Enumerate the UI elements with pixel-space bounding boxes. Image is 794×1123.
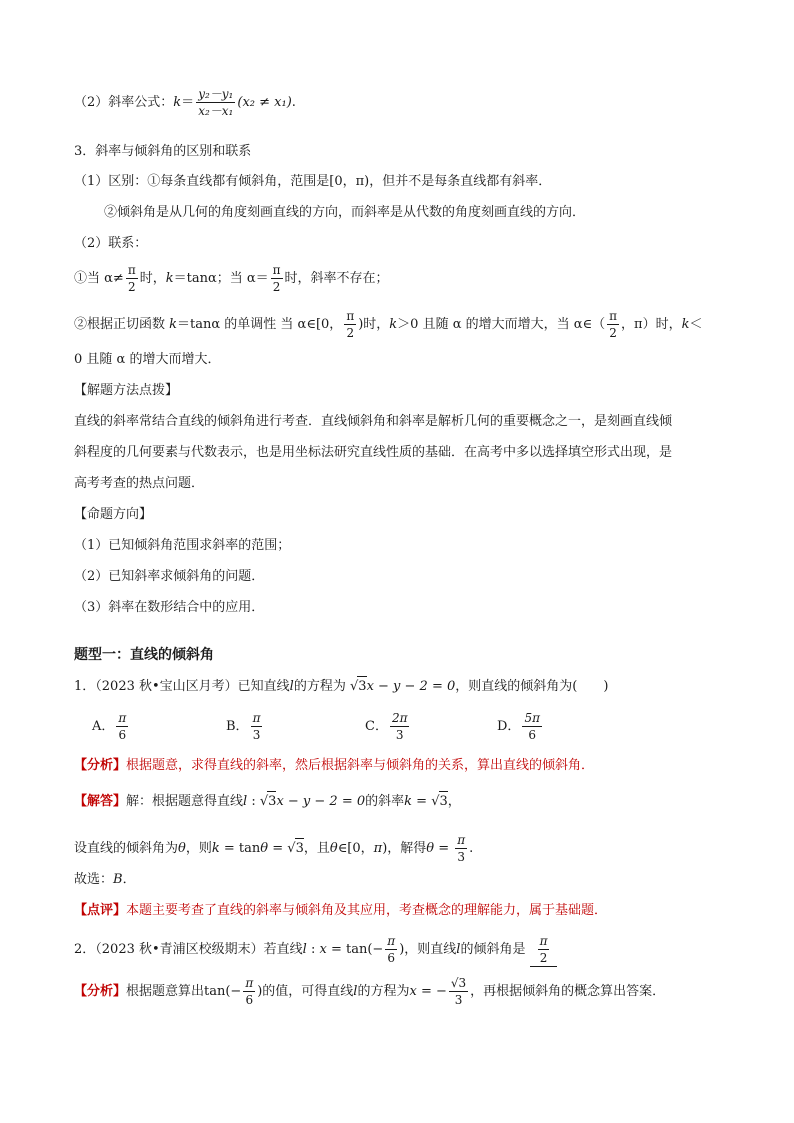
- pi-over-2-fraction: $\frac{\pi}{2}$: [272, 263, 281, 294]
- option-d[interactable]: D． $\frac{5\pi}{6}$: [497, 711, 540, 742]
- option-c[interactable]: C． $\frac{2\pi}{3}$: [365, 711, 408, 742]
- direction-item: （3）斜率在数形结合中的应用．: [74, 600, 265, 615]
- difference-line-1: （1）区别：①每条直线都有倾斜角，范围是[0，π)，但并不是每条直线都有斜率．: [74, 174, 552, 189]
- pi-over-2-fraction: $\frac{\pi}{2}$: [346, 309, 355, 340]
- q1-analysis: 【分析】根据题意，求得直线的斜率，然后根据斜率与倾斜角的关系，算出直线的倾斜角．: [74, 758, 595, 773]
- answer-blank[interactable]: $\frac{\pi}{2}$: [530, 933, 558, 967]
- option-b[interactable]: B． $\frac{\pi}{3}$: [226, 711, 261, 742]
- direction-title: 【命题方向】: [74, 507, 153, 522]
- slope-formula-label: （2）斜率公式：: [74, 95, 174, 110]
- link-line-1: ①当 α≠ $\frac{\pi}{2}$ 时，k＝tanα；当 α＝ $\frac{\pi}{2}$ 时，斜率不存在；: [74, 263, 389, 294]
- question-2-stem: 2．（2023 秋•青浦区校级期末）若直线l : x = tan(− $\frac{\pi}{6}$ )，则直线l的倾斜角是 $\frac{\pi}{2}$: [74, 933, 557, 967]
- question-1-stem: 1．（2023 秋•宝山区月考）已知直线l的方程为 √3x − y − 2 = 0，则直线的倾斜角为( ): [74, 676, 608, 697]
- option-a[interactable]: A． $\frac{\pi}{6}$: [92, 711, 127, 742]
- link-line-2: ②根据正切函数 k＝tanα 的单调性 当 α∈[0， $\frac{\pi}{2}$ )时，k＞0 且随 α 的增大而增大，当 α∈（ $\frac{\pi}{2}$ ，π）时，k＜: [74, 309, 703, 340]
- pi-over-2-fraction: $\frac{\pi}{2}$: [609, 309, 618, 340]
- direction-item: （1）已知倾斜角范围求斜率的范围；: [74, 538, 291, 553]
- method-paragraph-line: 直线的斜率常结合直线的倾斜角进行考查．直线倾斜角和斜率是解析几何的重要概念之一，是刻画直线倾: [74, 414, 673, 429]
- section3-title: 3．斜率与倾斜角的区别和联系: [74, 144, 252, 159]
- method-paragraph-line: 高考考查的热点问题．: [74, 476, 205, 491]
- type1-title: 题型一：直线的倾斜角: [74, 647, 214, 663]
- q1-comment: 【点评】本题主要考查了直线的斜率与倾斜角及其应用，考查概念的理解能力，属于基础题．: [74, 903, 608, 918]
- slope-formula-line: （2）斜率公式：k＝ $\frac{\text{y₂－y₁}}{\text{x₂－x₁}}$ (x₂ ≠ x₁).: [74, 87, 296, 118]
- pi-over-2-fraction: $\frac{\pi}{2}$: [127, 263, 136, 294]
- q1-solution-line-2: 设直线的倾斜角为θ，则k = tanθ = √3，且θ∈[0，π)，解得θ = $\frac{\pi}{3}$ .: [74, 833, 474, 864]
- difference-line-2: ②倾斜角是从几何的角度刻画直线的方向，而斜率是从代数的角度刻画直线的方向．: [104, 205, 586, 220]
- link-label: （2）联系：: [74, 236, 148, 251]
- slope-fraction: $\frac{\text{y₂－y₁}}{\text{x₂－x₁}}$: [198, 87, 234, 118]
- direction-item: （2）已知斜率求倾斜角的问题．: [74, 569, 265, 584]
- link-line-2-continued: 0 且随 α 的增大而增大．: [74, 352, 221, 367]
- q1-choose: 故选：B．: [74, 872, 136, 887]
- q2-analysis: 【分析】根据题意算出tan(− $\frac{\pi}{6}$ )的值，可得直线l的方程为x = − $\frac{√3}{3}$ ，再根据倾斜角的概念算出答案．: [74, 976, 666, 1007]
- method-paragraph-line: 斜程度的几何要素与代数表示，也是用坐标法研究直线性质的基础．在高考中多以选择填空形式出现，是: [74, 445, 673, 460]
- method-title: 【解题方法点拨】: [74, 383, 179, 398]
- q1-solution-line-1: 【解答】解：根据题意得直线l : √3x − y − 2 = 0的斜率k = √3，: [74, 791, 461, 812]
